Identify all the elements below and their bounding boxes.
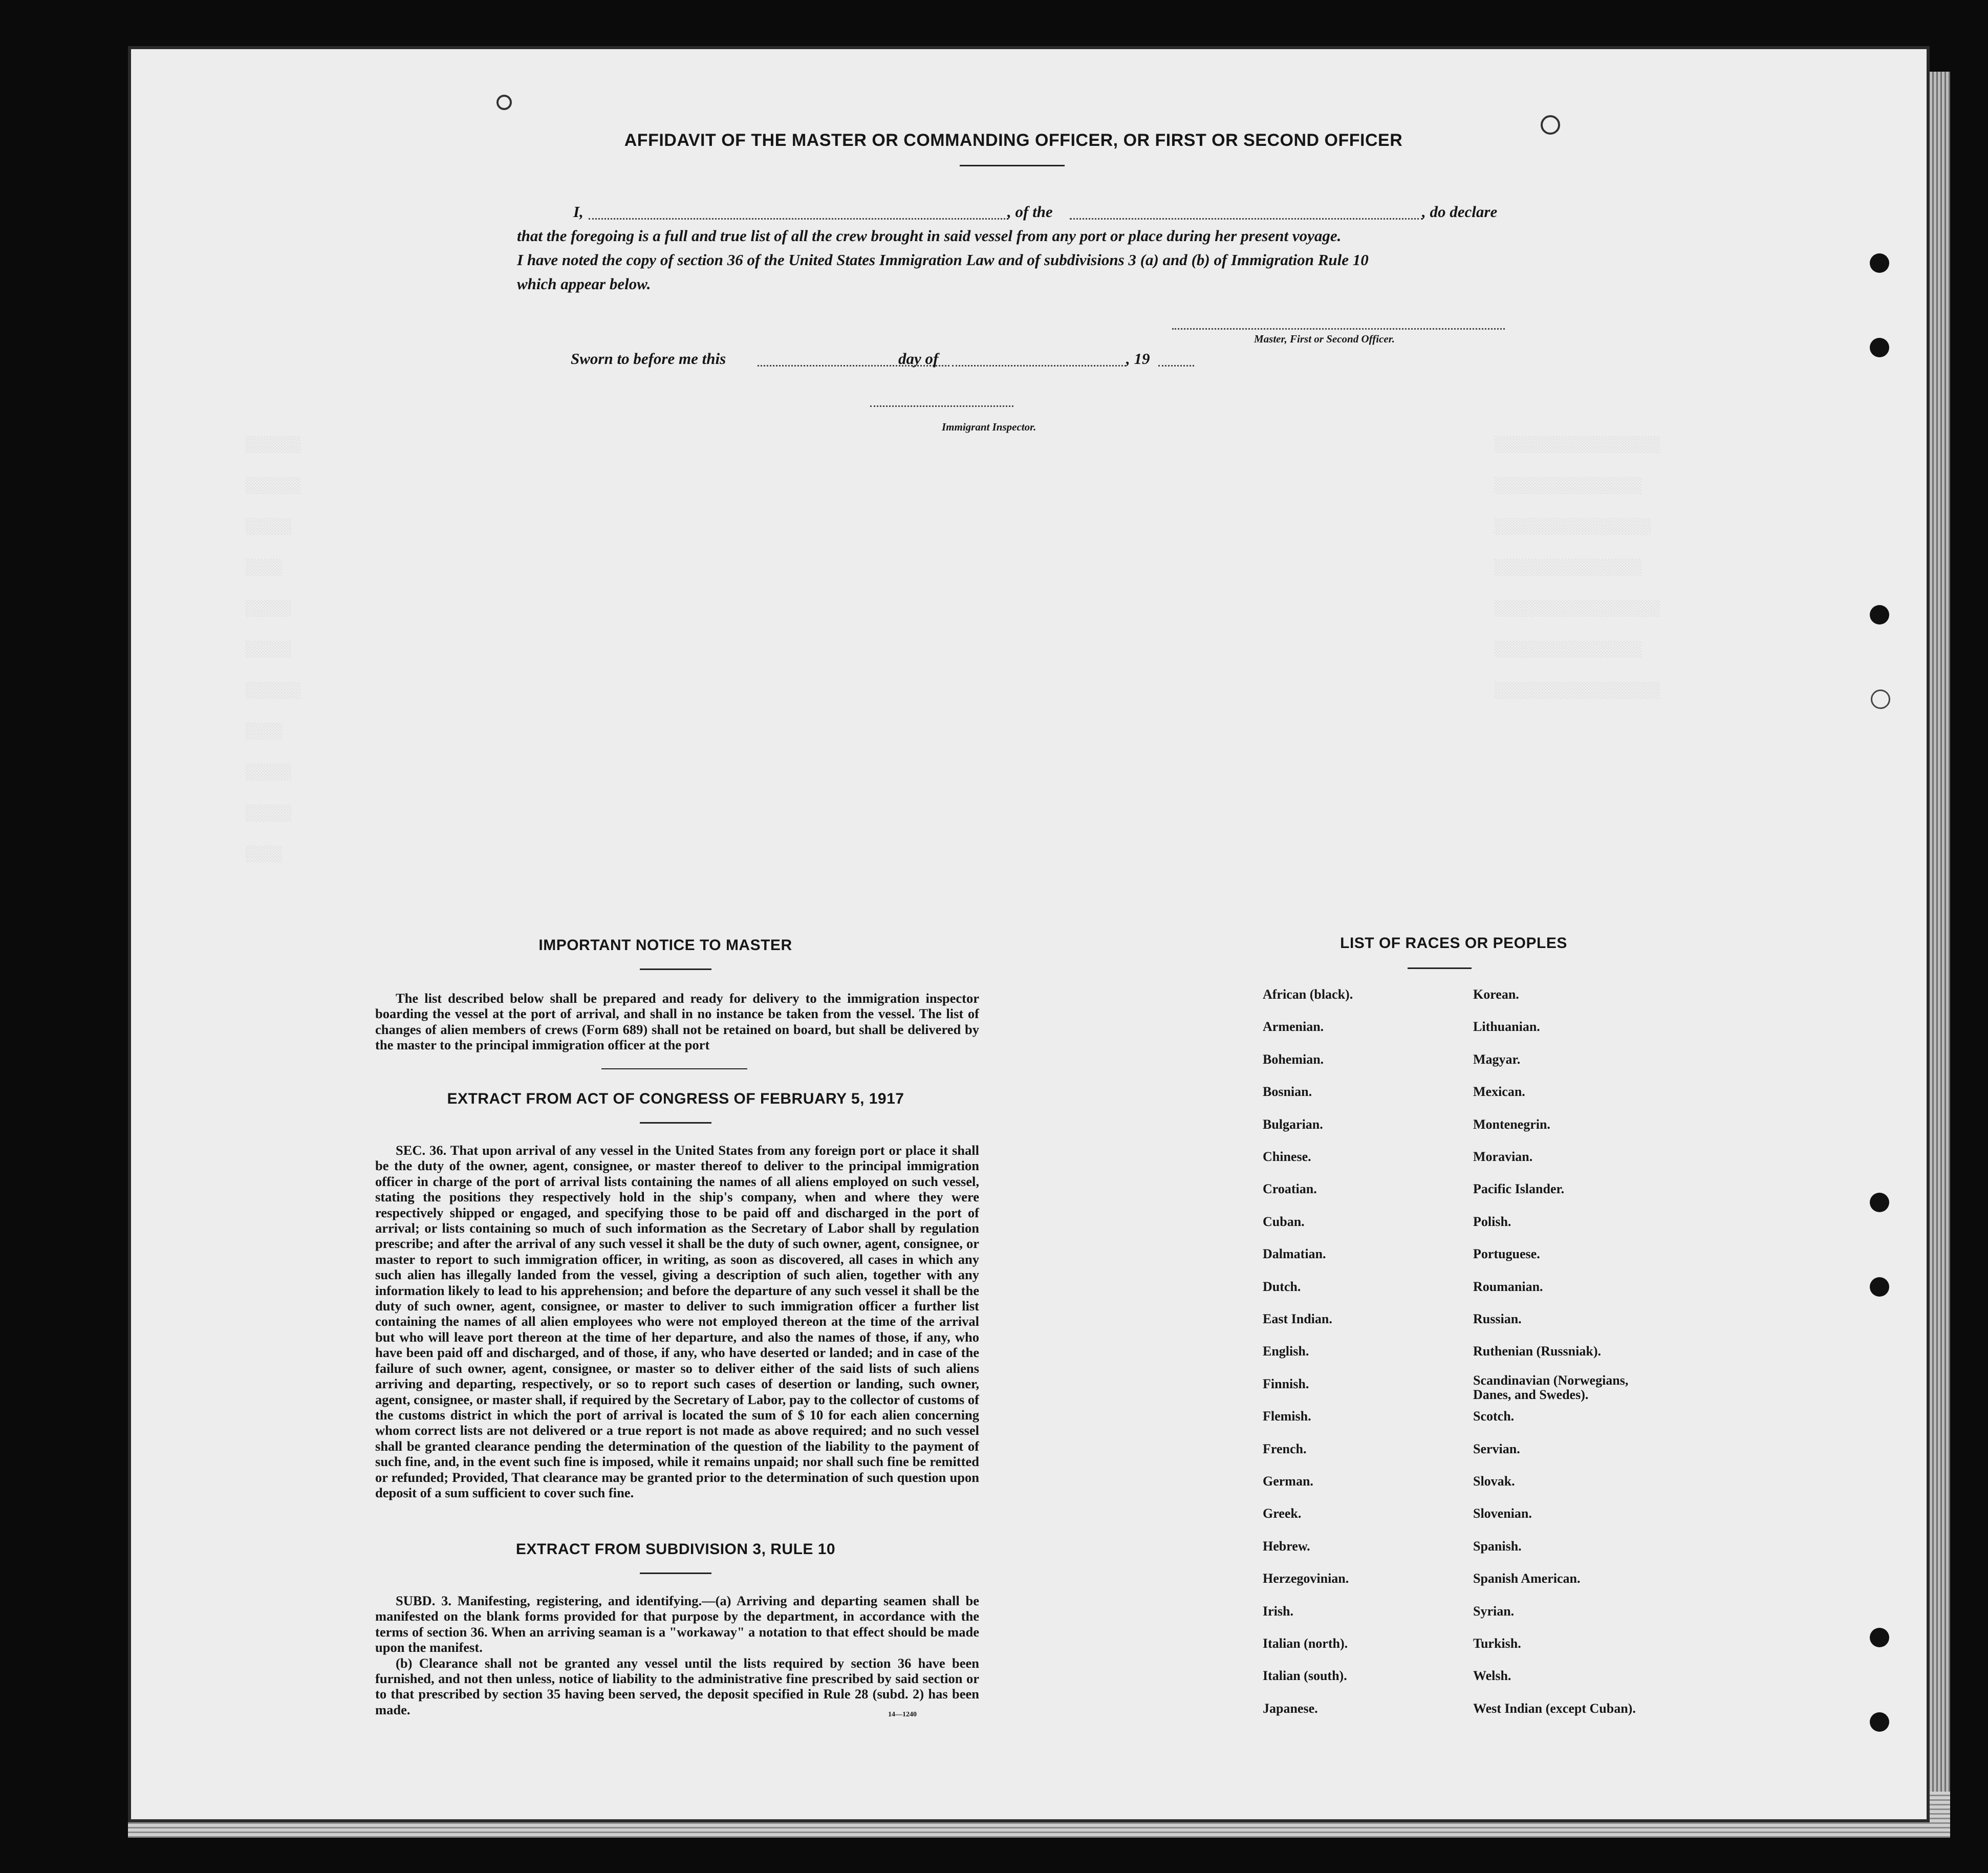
race-left-item: Croatian. [1263,1181,1317,1197]
race-right-item: Mexican. [1473,1084,1525,1100]
race-right-item: Spanish. [1473,1538,1522,1554]
race-left-item: Italian (south). [1263,1668,1347,1684]
binding-hole [1870,1277,1889,1297]
race-left-item: Herzegovinian. [1263,1571,1349,1586]
year-text: , 19 [1126,350,1150,368]
race-left-item: Armenian. [1263,1019,1324,1035]
race-left-item: French. [1263,1441,1307,1456]
binding-hole-empty [1871,690,1890,709]
race-left-item: Bulgarian. [1263,1116,1323,1132]
day-of-text: day of [898,350,939,368]
race-left-item: Hebrew. [1263,1538,1310,1554]
races-underline [1408,967,1472,969]
affidavit-line-1 [517,200,1505,224]
act-paragraph: SEC. 36. That upon arrival of any vessel in the United States from any foreign port or place it shall be the duty of the owner, agent, consignee, or master thereof to deliver to the principal immigration officer in charge of the port of arrival lists containing the names of all aliens employed on such vessel, stating the positions they respectively hold in the ship's company, when and where they were respectively shipped or engaged, and specifying those to be paid off and discharged in the port of arrival; or lists containing so much of such information as the Secretary of Labor shall by regulation prescribe; and after the arrival of any such vessel it shall be the duty of such owner, agent, consignee, or master to report to such immigration officer, in writing, as soon as discovered, all cases in which any such alien has illegally landed from the vessel, giving a description of such alien, together with any information likely to lead to his apprehension; and before the departure of any such vessel it shall be the duty of such owner, agent, consignee, or master to deliver to such immigration officer a further list containing the names of all alien employees who were not employed thereon at the time of the arrival but who will leave port thereon at the time of her departure, and also the names of those, if any, who have been paid off and discharged, and of those, if any, who have deserted or landed; and in case of the failure of such owner, agent, consignee, or master so to deliver either of the said lists of such aliens arriving and departing, respectively, or so to report such cases of desertion or landing, such owner, agent, consignee, or master shall, if required by the Secretary of Labor, pay to the collector of customs of the customs district in which the port of arrival is located the sum of $ 10 for each alien concerning whom correct lists are not delivered or a true report is not made as above required; and no such vessel shall be granted clearance pending the determination of the question of the liability to the payment of such fine, and, in the event such fine is imposed, while it remains unpaid; nor shall such fine be remitted or refunded; Provided, That clearance may be granted prior to the determination of such question upon deposit of a sum sufficient to cover such fine. [375,1143,979,1500]
act-underline [640,1122,711,1124]
race-left-item: African (black). [1263,987,1353,1002]
notice-paragraph: The list described below shall be prepared and ready for delivery to the immigration inspector boarding the vessel at the port of arrival, and shall in no instance be taken from the vessel. The list of changes of alien members of crews (Form 689) shall not be retained on board, but shall be delivered by the master to the principal immigration officer at the port [375,991,979,1053]
race-right-item: Slovak. [1473,1474,1515,1489]
binding-hole [1870,1193,1889,1212]
race-left-item: Dutch. [1263,1279,1301,1294]
race-right-item: Pacific Islander. [1473,1181,1565,1197]
page-edge-strip [1930,72,1950,1812]
race-right-item: Montenegrin. [1473,1116,1550,1132]
sworn-line [571,347,1236,371]
races-left-column [1263,987,1457,1724]
affidavit-title: AFFIDAVIT OF THE MASTER OR COMMANDING OFFICER, OR FIRST OR SECOND OFFICER [624,131,1403,150]
race-right-item: Syrian. [1473,1603,1515,1619]
affidavit-i: I, [573,203,584,221]
notice-title: IMPORTANT NOTICE TO MASTER [538,937,792,954]
affidavit-line-4: which appear below. [517,275,651,293]
race-left-item: East Indian. [1263,1311,1332,1326]
race-left-item: German. [1263,1474,1313,1489]
race-right-item: Magyar. [1473,1051,1521,1067]
race-left-item: Flemish. [1263,1409,1311,1424]
sworn-year-line [1158,365,1194,367]
inspector-signature-line [870,405,1013,407]
title-underline [960,165,1065,166]
master-signature-line [1172,328,1505,330]
notice-divider [601,1068,747,1069]
race-left-item: Bosnian. [1263,1084,1312,1100]
race-left-item: Finnish. [1263,1376,1309,1391]
race-right-item: West Indian (except Cuban). [1473,1700,1636,1716]
race-left-item: English. [1263,1344,1309,1359]
small-ring-mark [1541,115,1560,135]
race-right-item: Lithuanian. [1473,1019,1540,1035]
race-left-item: Japanese. [1263,1700,1318,1716]
race-right-item: Korean. [1473,987,1519,1002]
race-left-item: Bohemian. [1263,1051,1324,1067]
bleed-through-text: ░░░░░░░░░░░░░░░░░░ ░░░░░░░░░░░░░░░░ ░░░░░░░░░░░░░░░░░ ░░░░░░░░░░░░░░░░ ░░░░░░░░░░░░░░░░░░ ░░░░░░░░░░░░░░░░ ░░░░░░░░░░░░░░░░░░ [1495,437,1661,700]
binding-hole [1870,1712,1889,1732]
sworn-month-line [952,365,1126,367]
race-right-item: Roumanian. [1473,1279,1543,1294]
race-right-item: Ruthenian (Russniak). [1473,1344,1601,1359]
race-left-item: Dalmatian. [1263,1246,1326,1262]
race-right-item: Moravian. [1473,1149,1533,1164]
bleed-through-text: ░░░░░░ ░░░░░░ ░░░░░ ░░░░ ░░░░░ ░░░░░ ░░░░░░ ░░░░ ░░░░░ ░░░░░ ░░░░ [246,437,301,864]
small-ring-mark [496,95,512,110]
race-right-item: Russian. [1473,1311,1522,1326]
notice-underline [640,968,711,970]
binding-hole [1870,605,1889,625]
race-right-item: Polish. [1473,1214,1511,1229]
races-title: LIST OF RACES OR PEOPLES [1340,935,1567,952]
binding-hole [1870,1628,1889,1647]
race-left-item: Irish. [1263,1603,1293,1619]
race-right-item: Spanish American. [1473,1571,1581,1586]
affidavit-declare: , do declare [1422,203,1498,221]
race-left-item: Italian (north). [1263,1636,1348,1651]
race-right-item: Welsh. [1473,1668,1511,1684]
race-right-item: Turkish. [1473,1636,1521,1651]
master-label: Master, First or Second Officer. [1254,333,1395,345]
act-text [375,1143,979,1500]
race-right-item: Scotch. [1473,1409,1515,1424]
rule-paragraph-a: SUBD. 3. Manifesting, registering, and identifying.—(a) Arriving and departing seamen shall be manifested on the blank forms provided for that purpose by the department, in accordance with the terms of section 36. When an arriving seaman is a "workaway" a notation to that effect should be made upon the manifest. [375,1593,979,1655]
affidavit-line-2: that the foregoing is a full and true list of all the crew brought in said vessel from any port or place during her present voyage. [517,227,1342,245]
binding-hole [1870,338,1889,357]
rule-underline [640,1573,711,1574]
inspector-label: Immigrant Inspector. [942,421,1036,433]
race-left-item: Greek. [1263,1506,1302,1521]
form-number: 14—1240 [888,1711,917,1718]
notice-text [375,991,979,1053]
race-right-item: Portuguese. [1473,1246,1540,1262]
races-right-column [1473,987,1678,1724]
race-left-item: Cuban. [1263,1214,1305,1229]
affidavit-text [517,200,1505,296]
race-right-item: Servian. [1473,1441,1520,1456]
rule-paragraph-b: (b) Clearance shall not be granted any vessel until the lists required by section 36 have been furnished, and not then unless, notice of liability to the administrative fine prescribed by said section or to that prescribed by section 35 having been served, the deposit specified in Rule 28 (subd. 2) has been made. [375,1655,979,1717]
rule-text [375,1593,979,1717]
act-title: EXTRACT FROM ACT OF CONGRESS OF FEBRUARY 5, 1917 [447,1090,904,1107]
race-right-item: Slovenian. [1473,1506,1532,1521]
race-right-item: Scandinavian (Norwegians, Danes, and Swedes). [1473,1372,1629,1402]
sworn-text: Sworn to before me this [571,350,726,368]
affidavit-of-the: , of the [1007,203,1053,221]
binding-hole [1870,253,1889,273]
rule-title: EXTRACT FROM SUBDIVISION 3, RULE 10 [515,1541,836,1558]
race-left-item: Chinese. [1263,1149,1311,1164]
affidavit-line-3: I have noted the copy of section 36 of the United States Immigration Law and of subdivisions 3 (a) and (b) of Immigration Rule 10 [517,251,1369,269]
vessel-fill-line [1070,218,1423,220]
name-fill-line [589,218,1008,220]
